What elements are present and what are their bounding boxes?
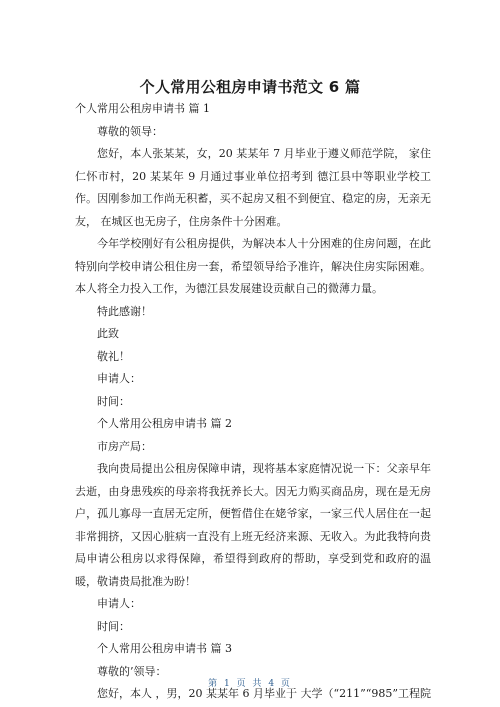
paragraph: 个人常用公租房申请书 篇 2 <box>97 417 232 430</box>
footer-label-end: 页 <box>280 679 292 689</box>
document-body <box>75 98 431 706</box>
paragraph: 尊敬的领导： <box>97 124 163 138</box>
paragraph: 我向贵局提出公租房保障申请，现将基本家庭情况说一下：父亲早年去逝，由身患残疾的母亲将我抚养长大。因无力购买商品房，现在是无房户，孤儿寡母一直居无定所，便暂借住在姥爷家，一家三代人居住在一起非常拥挤，又因心脏病一直没有上班无经济来源、无收入。为此我特向贵局申请公租房以求得保障，希望得到政府的帮助，享受到党和政府的温暖，敬请贵局批准为盼！ <box>75 462 431 588</box>
paragraph: 市房产局： <box>97 439 152 453</box>
paragraph: 敬礼！ <box>97 349 130 363</box>
paragraph: 申请人： <box>97 597 141 610</box>
document-title: 个人常用公租房申请书范文 6 篇 <box>139 78 361 96</box>
paragraph: 申请人： <box>97 372 141 385</box>
paragraph: 今年学校刚好有公租房提供，为解决本人十分困难的住房问题，在此特别向学校申请公租住房一套，希望领导给予准许，解决住房实际困难。本人将全力投入工作，为德江县发展建设贡献自己的微薄力量。 <box>75 237 431 295</box>
paragraph: 您好，本人张某某，女，20 某某年 7 月毕业于遵义师范学院， 家住仁怀市村，20 某某年 9 月通过事业单位招考到 德江县中等职业学校工作。因刚参加工作尚无积蓄，买不起房又租不到便宜、稳定的房，无亲无友， 在城区也无房子，住房条件十分困难。 <box>75 147 431 228</box>
paragraph: 个人常用公租房申请书 篇 1 <box>75 102 210 115</box>
paragraph: 特此感谢！ <box>97 304 152 318</box>
footer-label-page: 第 <box>208 679 220 689</box>
footer-label-of: 页 共 <box>236 679 264 689</box>
paragraph: 您好，本人 ，男，20 某某年 6 月毕业于 大学（“211”“985”工程院 <box>97 687 431 700</box>
footer-total-pages: 4 <box>268 679 277 689</box>
footer-current-page: 1 <box>223 679 232 689</box>
paragraph: 尊敬的’领导： <box>97 664 167 678</box>
paragraph: 时间： <box>97 394 130 408</box>
page-footer <box>0 676 500 689</box>
paragraph: 此致 <box>97 327 119 340</box>
paragraph: 时间： <box>97 619 130 633</box>
paragraph: 个人常用公租房申请书 篇 3 <box>97 642 232 655</box>
